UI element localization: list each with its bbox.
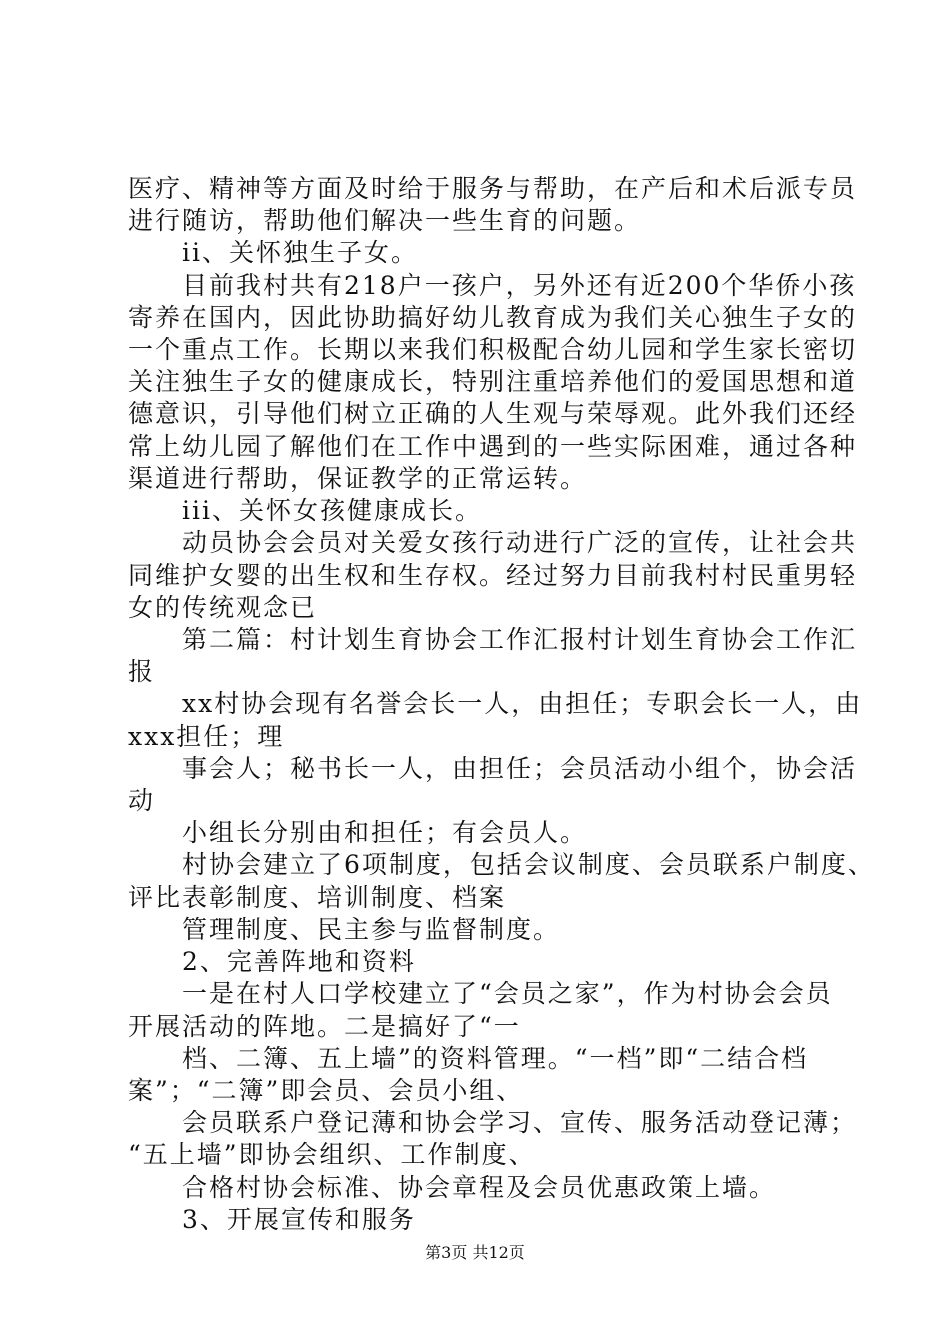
text-line: 动 — [128, 786, 156, 816]
text-line: 关注独生子女的健康成长，特别注重培养他们的爱国思想和道 — [128, 367, 858, 397]
text-line: 村协会建立了6项制度，包括会议制度、会员联系户制度、 — [128, 850, 875, 880]
text-line: 案”；“二簿”即会员、会员小组、 — [128, 1075, 524, 1105]
text-line: xxx担任；理 — [128, 721, 285, 751]
text-line: 开展活动的阵地。二是搞好了“一 — [128, 1011, 521, 1041]
text-line: iii、关怀女孩健康成长。 — [128, 496, 482, 526]
text-line: 常上幼儿园了解他们在工作中遇到的一些实际困难，通过各种 — [128, 431, 858, 461]
text-line: 会员联系户登记薄和协会学习、宣传、服务活动登记薄； — [128, 1108, 858, 1138]
text-line: xx村协会现有名誉会长一人，由担任；专职会长一人，由 — [128, 689, 863, 719]
text-line: 一个重点工作。长期以来我们积极配合幼儿园和学生家长密切 — [128, 335, 858, 365]
text-line: 2、完善阵地和资料 — [128, 947, 416, 977]
text-line: 德意识，引导他们树立正确的人生观与荣辱观。此外我们还经 — [128, 399, 858, 429]
text-line: 管理制度、民主参与监督制度。 — [128, 914, 561, 944]
text-line: 女的传统观念已 — [128, 592, 318, 622]
text-line: 目前我村共有218户一孩户，另外还有近200个华侨小孩 — [128, 270, 857, 300]
text-line: 合格村协会标准、协会章程及会员优惠政策上墙。 — [128, 1172, 777, 1202]
text-line: 报 — [128, 657, 156, 687]
text-line: 渠道进行帮助，保证教学的正常运转。 — [128, 463, 588, 493]
text-line: 进行随访，帮助他们解决一些生育的问题。 — [128, 206, 642, 236]
text-line: 医疗、精神等方面及时给于服务与帮助，在产后和术后派专员 — [128, 174, 858, 203]
text-line: 评比表彰制度、培训制度、档案 — [128, 882, 507, 912]
text-line: 一是在村人口学校建立了“会员之家”，作为村协会会员 — [128, 979, 833, 1009]
text-line: 动员协会会员对关爱女孩行动进行广泛的宣传，让社会共 — [128, 528, 858, 558]
text-line: “五上墙”即协会组织、工作制度、 — [128, 1140, 536, 1170]
text-line: 寄养在国内，因此协助搞好幼儿教育成为我们关心独生子女的 — [128, 302, 858, 332]
text-line: 档、二簿、五上墙”的资料管理。“一档”即“二结合档 — [128, 1043, 809, 1073]
text-line: ii、关怀独生子女。 — [128, 238, 418, 268]
page-number-footer: 第3页 共12页 — [425, 1243, 525, 1262]
text-line: 同维护女婴的出生权和生存权。经过努力目前我村村民重男轻 — [128, 560, 858, 590]
text-line: 事会人；秘书长一人，由担任；会员活动小组个，协会活 — [128, 753, 858, 783]
text-line: 第二篇：村计划生育协会工作汇报村计划生育协会工作汇 — [128, 624, 858, 654]
text-line: 小组长分别由和担任；有会员人。 — [128, 818, 588, 848]
text-line: 3、开展宣传和服务 — [128, 1204, 416, 1234]
